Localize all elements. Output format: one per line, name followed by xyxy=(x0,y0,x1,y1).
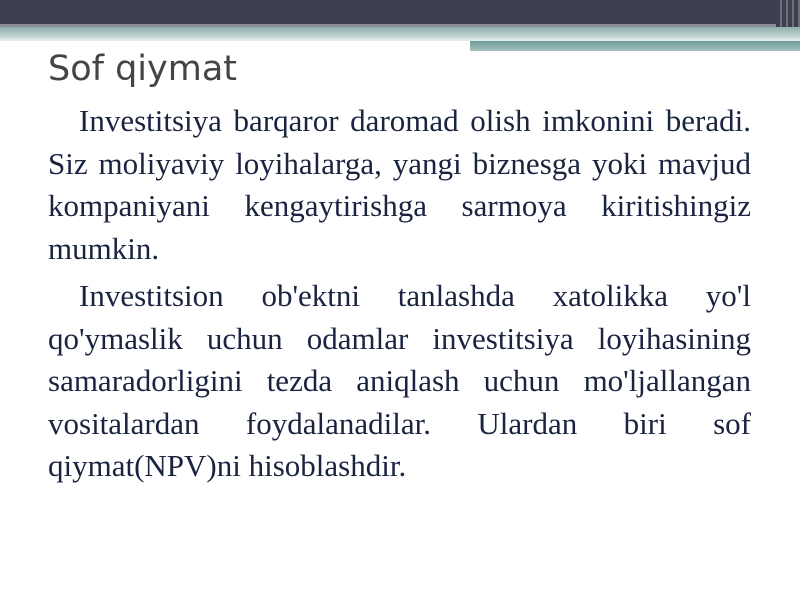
header-stripe-decoration xyxy=(776,0,800,27)
slide-body xyxy=(48,100,751,493)
header-band xyxy=(0,0,800,24)
header-accent-tab xyxy=(470,41,800,51)
body-paragraph-2: Investitsion ob'ektni tanlashda xatolikka yo'l qo'ymaslik uchun odamlar investitsiya loyihasining samaradorligini tezda aniqlash uchun mo'ljallangan vositalardan foydalanadilar. Ulardan biri sof qiymat(NPV)ni hisoblashdir. xyxy=(48,278,751,483)
slide-title: Sof qiymat xyxy=(48,49,237,89)
body-paragraph-1: Investitsiya barqaror daromad olish imkonini beradi. Siz moliyaviy loyihalarga, yangi biznesga yoki mavjud kompaniyani kengaytirishga sarmoya kiritishingiz mumkin. xyxy=(48,103,751,266)
header-accent-band xyxy=(0,27,800,41)
